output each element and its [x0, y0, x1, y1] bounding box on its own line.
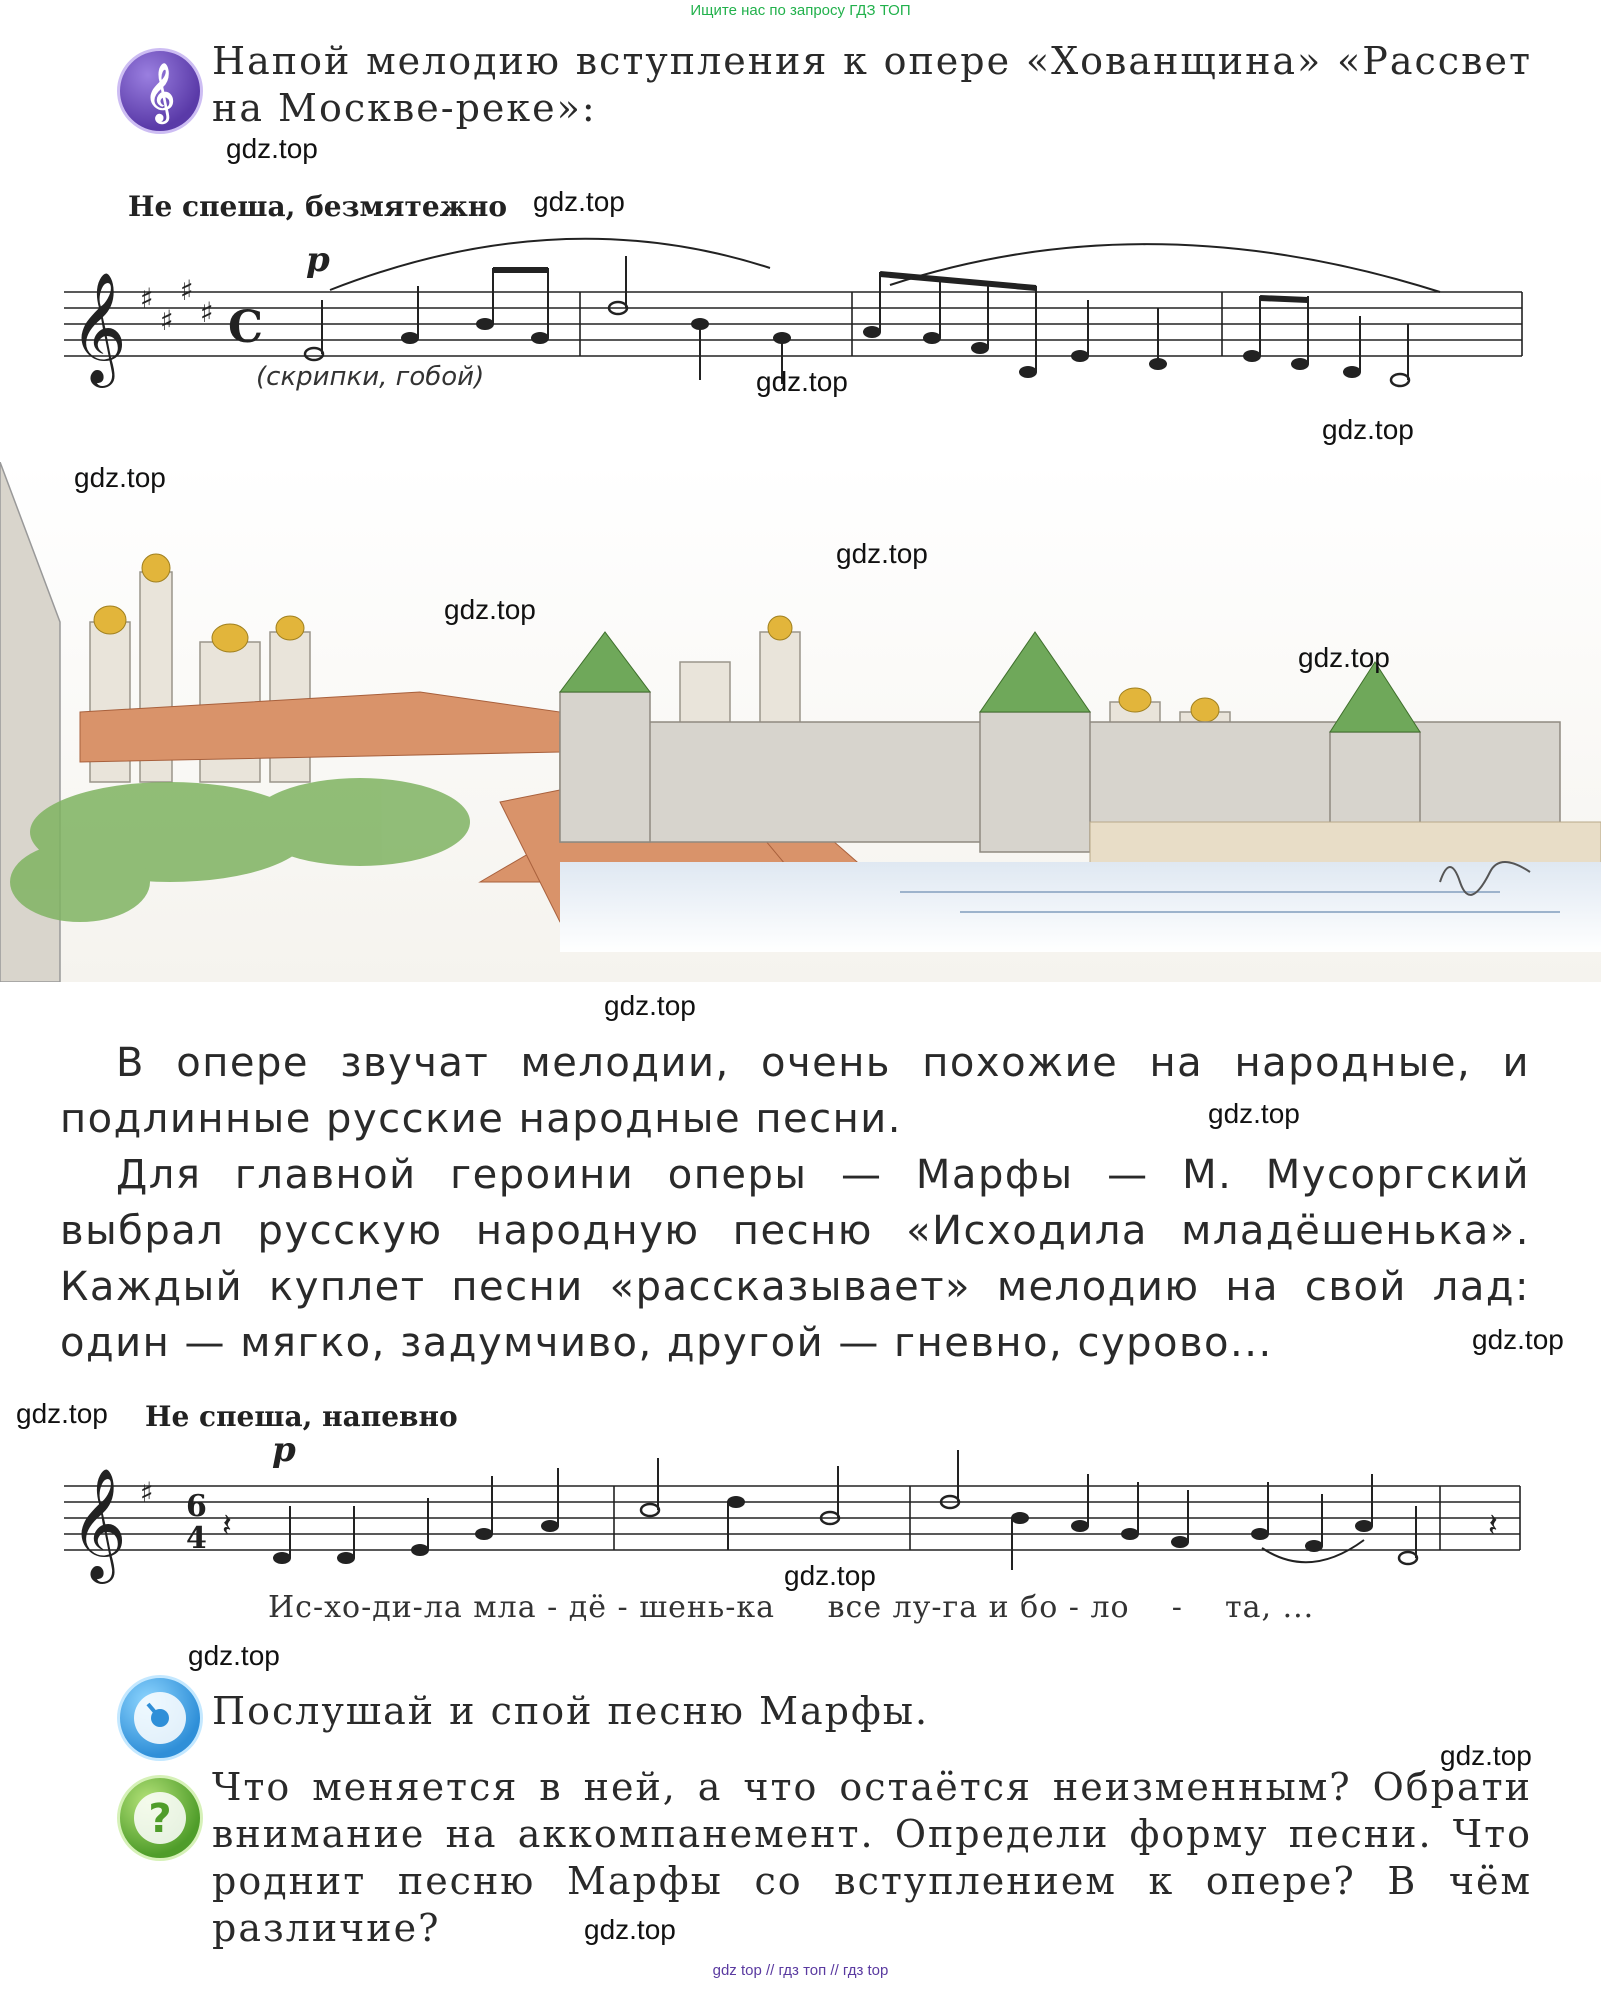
watermark: gdz.top — [784, 1560, 876, 1591]
svg-text:𝄽: 𝄽 — [1488, 1506, 1498, 1544]
score1-dynamic: p — [306, 240, 330, 280]
task-questions: Что меняется в ней, а что остаётся неизменным? Обрати внимание на аккомпанемент. Определи форму песни. Что роднит песню Марфы со вступлением к опере? В чём различие? — [212, 1765, 1532, 1950]
watermark: gdz.top — [1322, 414, 1414, 445]
score2-time-bottom: 4 — [186, 1521, 207, 1556]
svg-text:𝄞: 𝄞 — [70, 271, 127, 383]
score1-instruments: (скрипки, гобой) — [256, 362, 485, 392]
score1-time: C — [228, 302, 264, 353]
watermark: gdz.top — [1440, 1740, 1532, 1771]
svg-text:𝄽: 𝄽 — [222, 1506, 232, 1544]
watermark: gdz.top — [1472, 1324, 1564, 1355]
watermark: gdz.top — [74, 462, 166, 493]
score2-time-top: 6 — [186, 1489, 207, 1524]
svg-text:♯: ♯ — [180, 274, 194, 307]
moscow-river-illustration — [0, 462, 1601, 982]
header-note: Ищите нас по запросу ГДЗ ТОП — [690, 2, 911, 19]
watermark: gdz.top — [444, 594, 536, 625]
task-listen-sing: Послушай и спой песню Марфы. — [212, 1689, 930, 1733]
watermark: gdz.top — [1208, 1098, 1300, 1129]
main-text — [60, 1035, 1530, 1371]
treble-clef-icon — [117, 48, 203, 134]
svg-text:♯: ♯ — [140, 282, 154, 315]
task-sing-intro: Напой мелодию вступления к опере «Хованщина» «Рассвет на Москве-реке»: — [212, 39, 1532, 130]
svg-text:𝄞: 𝄞 — [145, 63, 175, 121]
watermark: gdz.top — [604, 990, 696, 1021]
svg-text:♯: ♯ — [200, 296, 214, 329]
watermark: gdz.top — [16, 1398, 108, 1429]
score2-lyrics: Ис-хо-ди-ла мла - дё - шень-ка все лу-га и бо - ло - та, ... — [268, 1590, 1315, 1625]
footer-note: gdz top // гдз топ // гдз top — [712, 1962, 889, 1979]
watermark: gdz.top — [836, 538, 928, 569]
score1-staff — [0, 160, 1601, 400]
svg-text:?: ? — [148, 1796, 172, 1842]
watermark: gdz.top — [188, 1640, 280, 1671]
svg-text:𝄞: 𝄞 — [70, 1467, 127, 1579]
score2-tempo: Не спеша, напевно — [145, 1400, 458, 1433]
svg-text:♯: ♯ — [160, 304, 174, 337]
watermark: gdz.top — [756, 366, 848, 397]
watermark: gdz.top — [226, 133, 318, 164]
score1-tempo: Не спеша, безмятежно — [128, 190, 508, 223]
question-icon — [117, 1775, 203, 1861]
listen-icon — [117, 1675, 203, 1761]
paragraph-2: Для главной героини оперы — Марфы — М. Мусоргский выбрал русскую народную песню «Исходила младёшенька». Каждый куплет песни «рассказывает» мелодию на свой лад: один — мягко, задумчиво, другой — гневно, сурово... — [60, 1152, 1530, 1366]
watermark: gdz.top — [1298, 642, 1390, 673]
svg-text:♯: ♯ — [140, 1476, 154, 1509]
score2-dynamic: p — [272, 1430, 296, 1470]
watermark: gdz.top — [584, 1914, 676, 1945]
paragraph-1: В опере звучат мелодии, очень похожие на народные, и подлинные русские народные песни. — [60, 1040, 1530, 1142]
watermark: gdz.top — [533, 186, 625, 217]
